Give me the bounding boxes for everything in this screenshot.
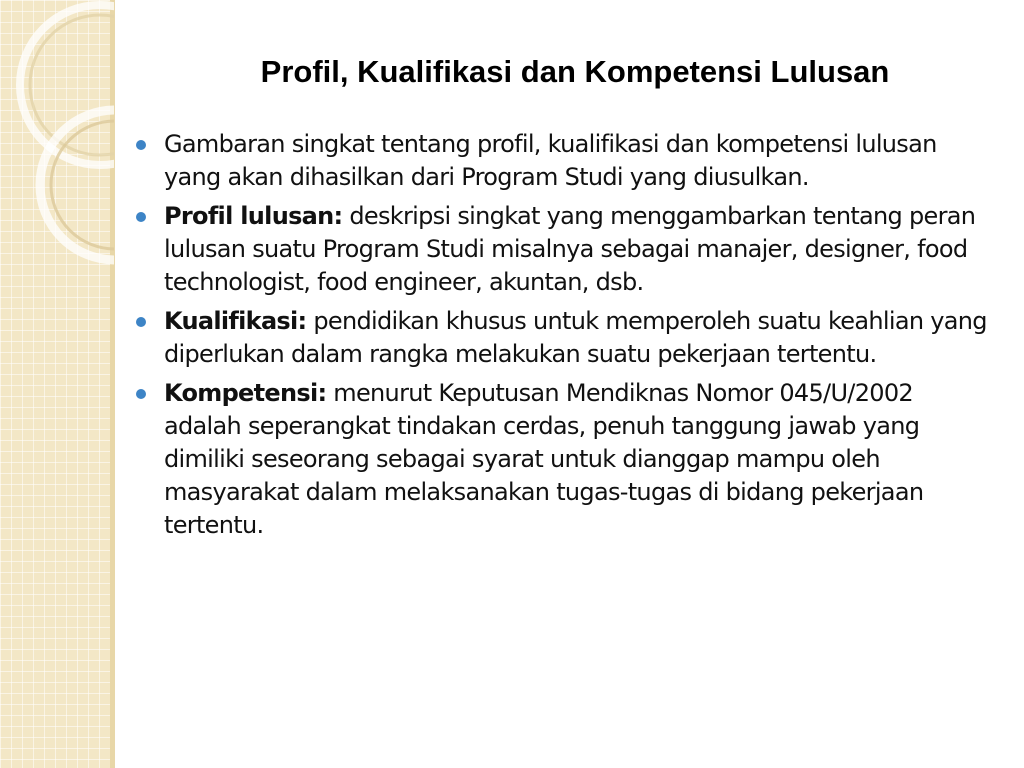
bullet-dot-icon xyxy=(136,317,146,327)
bullet-text: pendidikan khusus untuk memperoleh suatu keahlian yang diperlukan dalam rangka melakukan suatu pekerjaan tertentu. xyxy=(164,307,987,368)
bullet-dot-icon xyxy=(136,140,146,150)
bullet-text: Gambaran singkat tentang profil, kualifikasi dan kompetensi lulusan yang akan dihasilkan dari Program Studi yang diusulkan. xyxy=(164,130,937,191)
bullet-item-kualifikasi xyxy=(134,305,994,371)
bullet-dot-icon xyxy=(136,389,146,399)
bullet-term: Profil lulusan: xyxy=(164,202,343,230)
bullet-item-gambaran xyxy=(134,128,994,194)
bullet-item-profil-lulusan xyxy=(134,200,994,299)
bullet-term: Kualifikasi: xyxy=(164,307,307,335)
bullet-text: menurut Keputusan Mendiknas Nomor 045/U/2002 adalah seperangkat tindakan cerdas, penuh tanggung jawab yang dimiliki seseorang sebagai syarat untuk dianggap mampu oleh masyarakat dalam melaksanakan tugas-tugas di bidang pekerjaan tertentu. xyxy=(164,379,924,539)
bullet-item-kompetensi xyxy=(134,377,994,542)
bullet-term: Kompetensi: xyxy=(164,379,327,407)
bullet-text: deskripsi singkat yang menggambarkan tentang peran lulusan suatu Program Studi misalnya sebagai manajer, designer, food technologist, food engineer, akuntan, dsb. xyxy=(164,202,976,296)
slide-title: Profil, Kualifikasi dan Kompetensi Lulusan xyxy=(260,54,890,89)
bullet-list xyxy=(134,128,994,548)
bullet-dot-icon xyxy=(136,212,146,222)
decorative-rings-icon xyxy=(0,0,114,320)
